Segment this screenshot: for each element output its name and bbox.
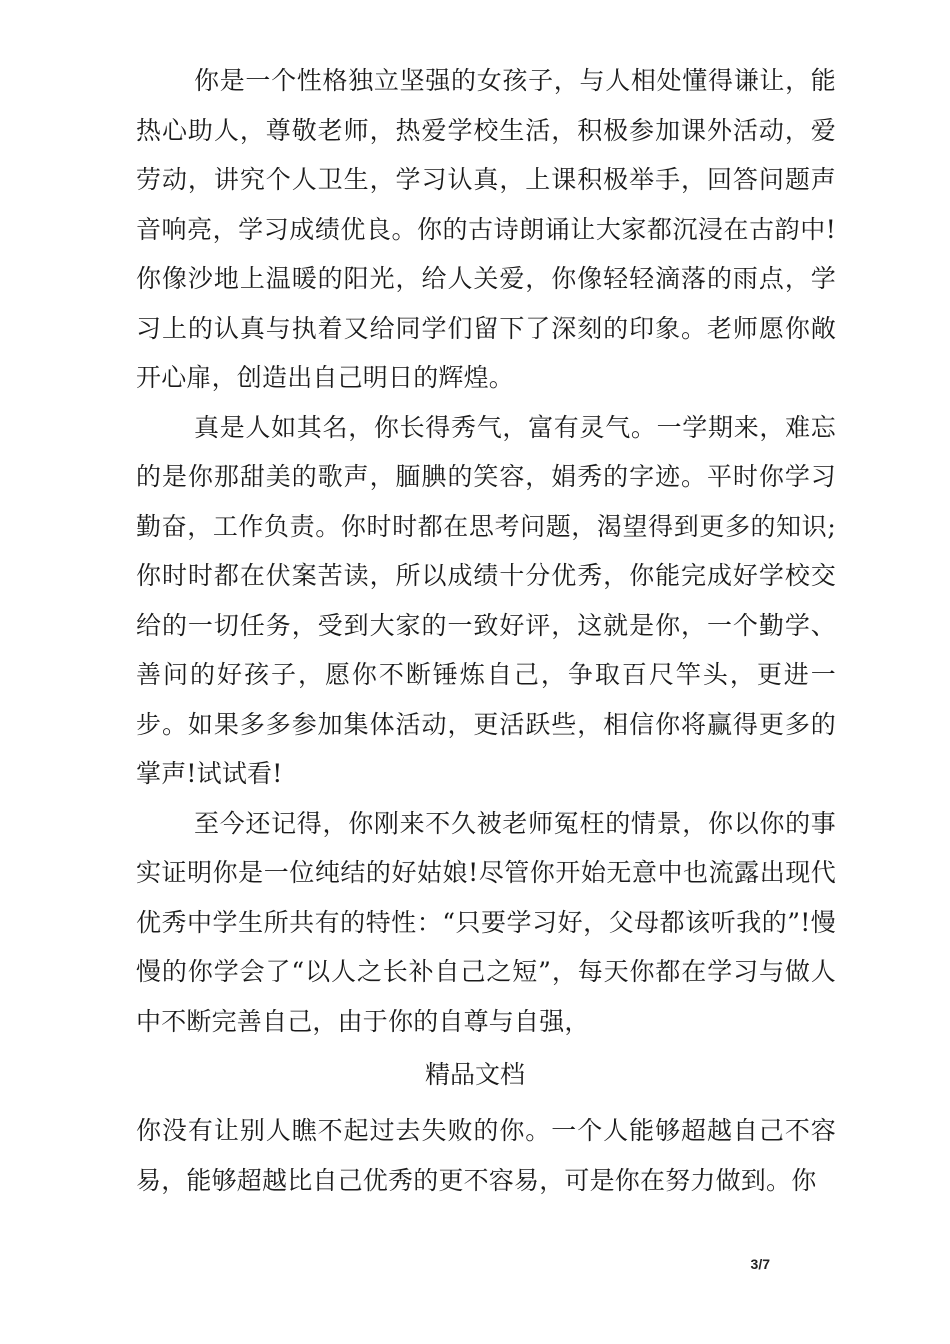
continuation-paragraph: 你没有让别人瞧不起过去失败的你。一个人能够超越自己不容易，能够超越比自己优秀的更不容易，可是你在努力做到。你	[136, 1116, 836, 1195]
paragraph-3: 至今还记得，你刚来不久被老师冤枉的情景，你以你的事实证明你是一位纯结的好姑娘!尽管你开始无意中也流露出现代优秀中学生所共有的特性：“只要学习好，父母都该听我的”!慢慢的你学会了“以人之长补自己之短”，每天你都在学习与做人中不断完善自己，由于你的自尊与自强，	[136, 808, 836, 1036]
body-text	[136, 56, 836, 1046]
continuation-text	[136, 1106, 836, 1205]
running-header: 精品文档	[424, 1060, 525, 1089]
page-number: 3/7	[750, 1256, 770, 1272]
paragraph-1: 你是一个性格独立坚强的女孩子，与人相处懂得谦让，能热心助人，尊敬老师，热爱学校生活，积极参加课外活动，爱劳动，讲究个人卫生，学习认真，上课积极举手，回答问题声音响亮，学习成绩优良。你的古诗朗诵让大家都沉浸在古韵中!你像沙地上温暖的阳光，给人关爱，你像轻轻滴落的雨点，学习上的认真与执着又给同学们留下了深刻的印象。老师愿你敞开心扉，创造出自己明日的辉煌。	[136, 66, 836, 392]
paragraph-2: 真是人如其名，你长得秀气，富有灵气。一学期来，难忘的是你那甜美的歌声，腼腆的笑容，娟秀的字迹。平时你学习勤奋，工作负责。你时时都在思考问题，渴望得到更多的知识;你时时都在伏案苦读，所以成绩十分优秀，你能完成好学校交给的一切任务，受到大家的一致好评，这就是你，一个勤学、善问的好孩子，愿你不断锤炼自己，争取百尺竿头，更进一步。如果多多参加集体活动，更活跃些，相信你将赢得更多的掌声!试试看!	[136, 412, 836, 788]
